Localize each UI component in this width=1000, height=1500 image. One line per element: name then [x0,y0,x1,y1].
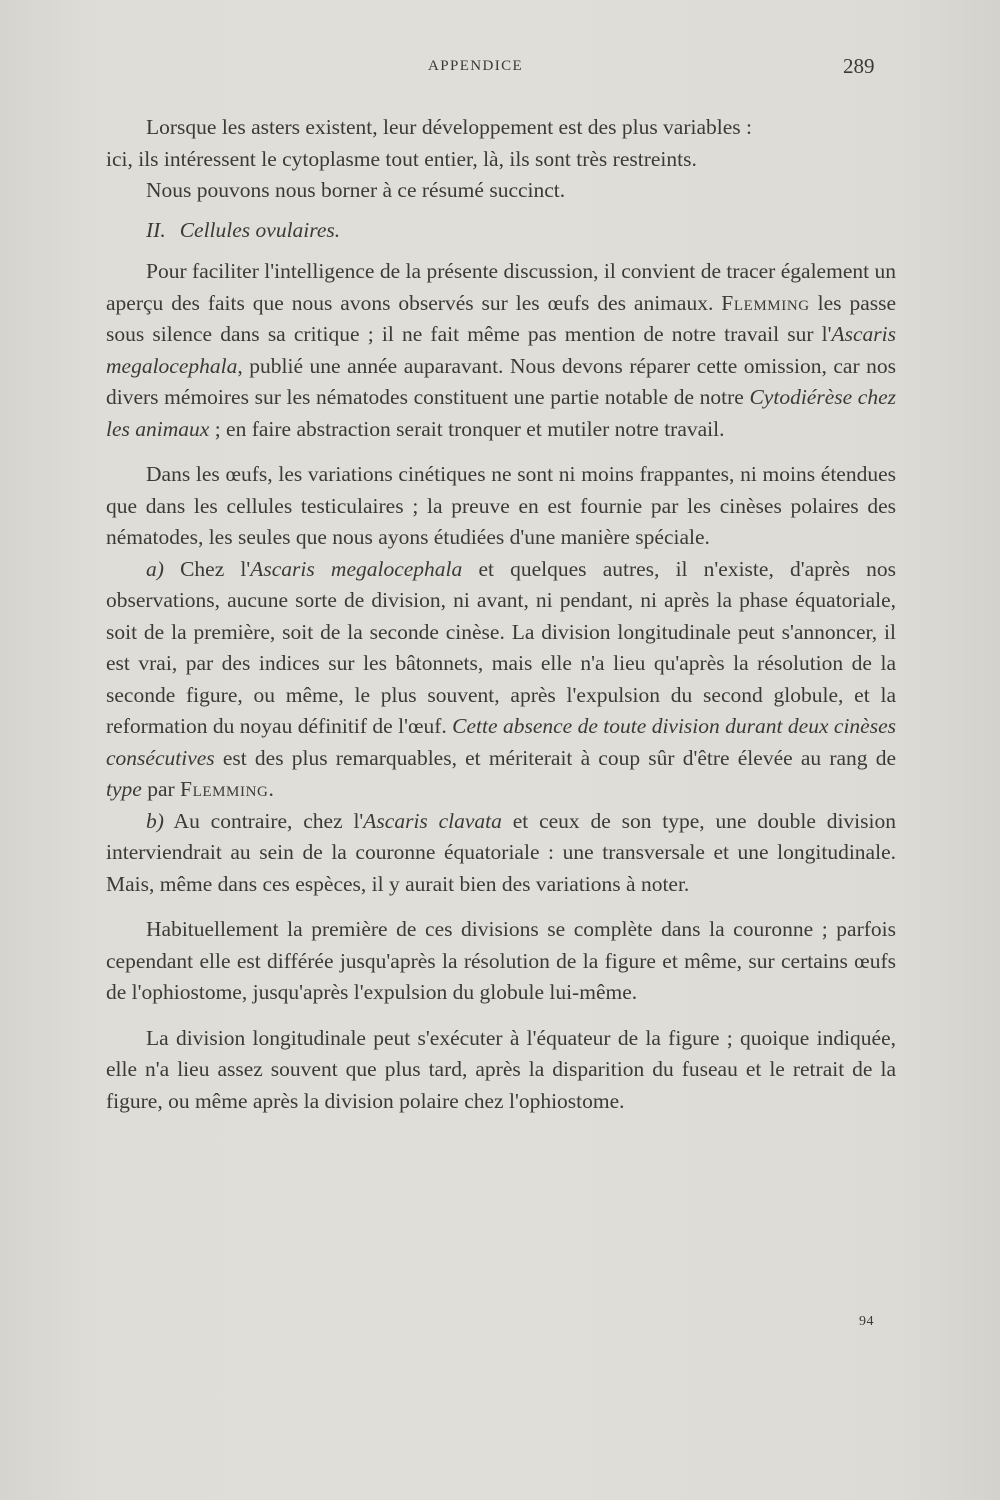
book-title: Cytodiérèse chez les animaux [106,385,896,441]
text-run: Chez l' [163,556,251,581]
paragraph-summary: Nous pouvons nous borner à ce résumé succinct. [146,178,566,202]
paragraph-intro-ova [106,256,896,445]
page-number: 289 [843,54,875,78]
text-run: , publié une année auparavant. Nous devons réparer cette omission, car nos divers mémoires sur les nématodes constituent une partie notable de notre [106,353,896,409]
text-run: par [141,777,181,801]
text-run: et quelques autres, il n'existe, d'après nos observations, aucune sorte de division, ni avant, ni pendant, ni après la phase équatoriale, soit de la première, soit de la seconde cinèse. La division longitudinale peut s'annoncer, il est vrai, par des indices sur les bâtonnets, mais elle n'a lieu qu'après la résolution de la seconde figure, ou même, le plus souvent, après l'expulsion du second globule, et la reformation du noyau définitif de l'œuf. [106,556,896,738]
emphasis: Cette absence de toute division durant deux cinèses consécutives [106,714,896,770]
section-number: II. [146,217,166,242]
text-run: . [268,777,274,801]
text-run: ; en faire abstraction serait tronquer et mutiler notre travail. [209,416,725,441]
species-name: Ascaris megalocephala [106,322,896,378]
emphasis-type: type [106,777,142,801]
section-heading [106,215,896,247]
species-name: Ascaris clavata [363,808,502,833]
list-label: a) [146,556,164,581]
body-text [106,112,896,1117]
paragraph-longitudinal-division: La division longitudinale peut s'exécuter à l'équateur de la figure ; quoique indiquée, elle n'a lieu assez souvent que plus tard, après la disparition du fuseau et le retrait de la figure, ou même après la division polaire chez l'ophiostome. [106,1025,896,1113]
paragraph-egg-variations: Dans les œufs, les variations cinétiques ne sont ni moins frappantes, ni moins étendues que dans les cellules testiculaires ; la preuve en est fournie par les cinèses polaires des nématodes, les seules que nous ayons étudiées d'une manière spéciale. [106,462,896,549]
running-head [0,54,1000,82]
paragraph-first-division: Habituellement la première de ces divisions se complète dans la couronne ; parfois cependant elle est différée jusqu'après la résolution de la figure et même, sur certains œufs de l'ophiostome, jusqu'après l'expulsion du globule lui-même. [106,917,896,1004]
signature-mark: 94 [859,1314,874,1329]
paragraph-asters-line-2: ici, ils intéressent le cytoplasme tout entier, là, ils sont très restreints. [106,146,697,171]
paragraph-case-a [106,554,896,806]
author-name: Flemming [180,777,269,801]
text-run: est des plus remarquables, et mériterait à coup sûr d'être élevée au rang de [214,745,896,770]
text-run: et ceux de son type, une double division interviendrait au sein de la couronne équatoriale : une transversale et une longitudinale. Mais, même dans ces espèces, il y aurait bien des variations à noter. [106,808,896,896]
list-label: b) [146,808,164,833]
paragraph-asters-line-1: Lorsque les asters existent, leur développement est des plus variables : [146,115,753,139]
running-title: APPENDICE [428,58,524,74]
paragraph-asters [106,112,896,175]
paragraph-case-b [106,806,896,901]
species-name: Ascaris megalocephala [250,556,463,581]
author-name: Flemming [721,290,810,315]
text-run: Au contraire, chez l' [163,808,364,833]
text-run: Pour faciliter l'intelligence de la présente discussion, il convient de tracer également un aperçu des faits que nous avons observés sur les œufs des animaux. [106,259,896,315]
section-title: Cellules ovulaires. [179,217,341,242]
text-run: les passe sous silence dans sa critique ; il ne fait même pas mention de notre travail sur l' [106,290,897,346]
